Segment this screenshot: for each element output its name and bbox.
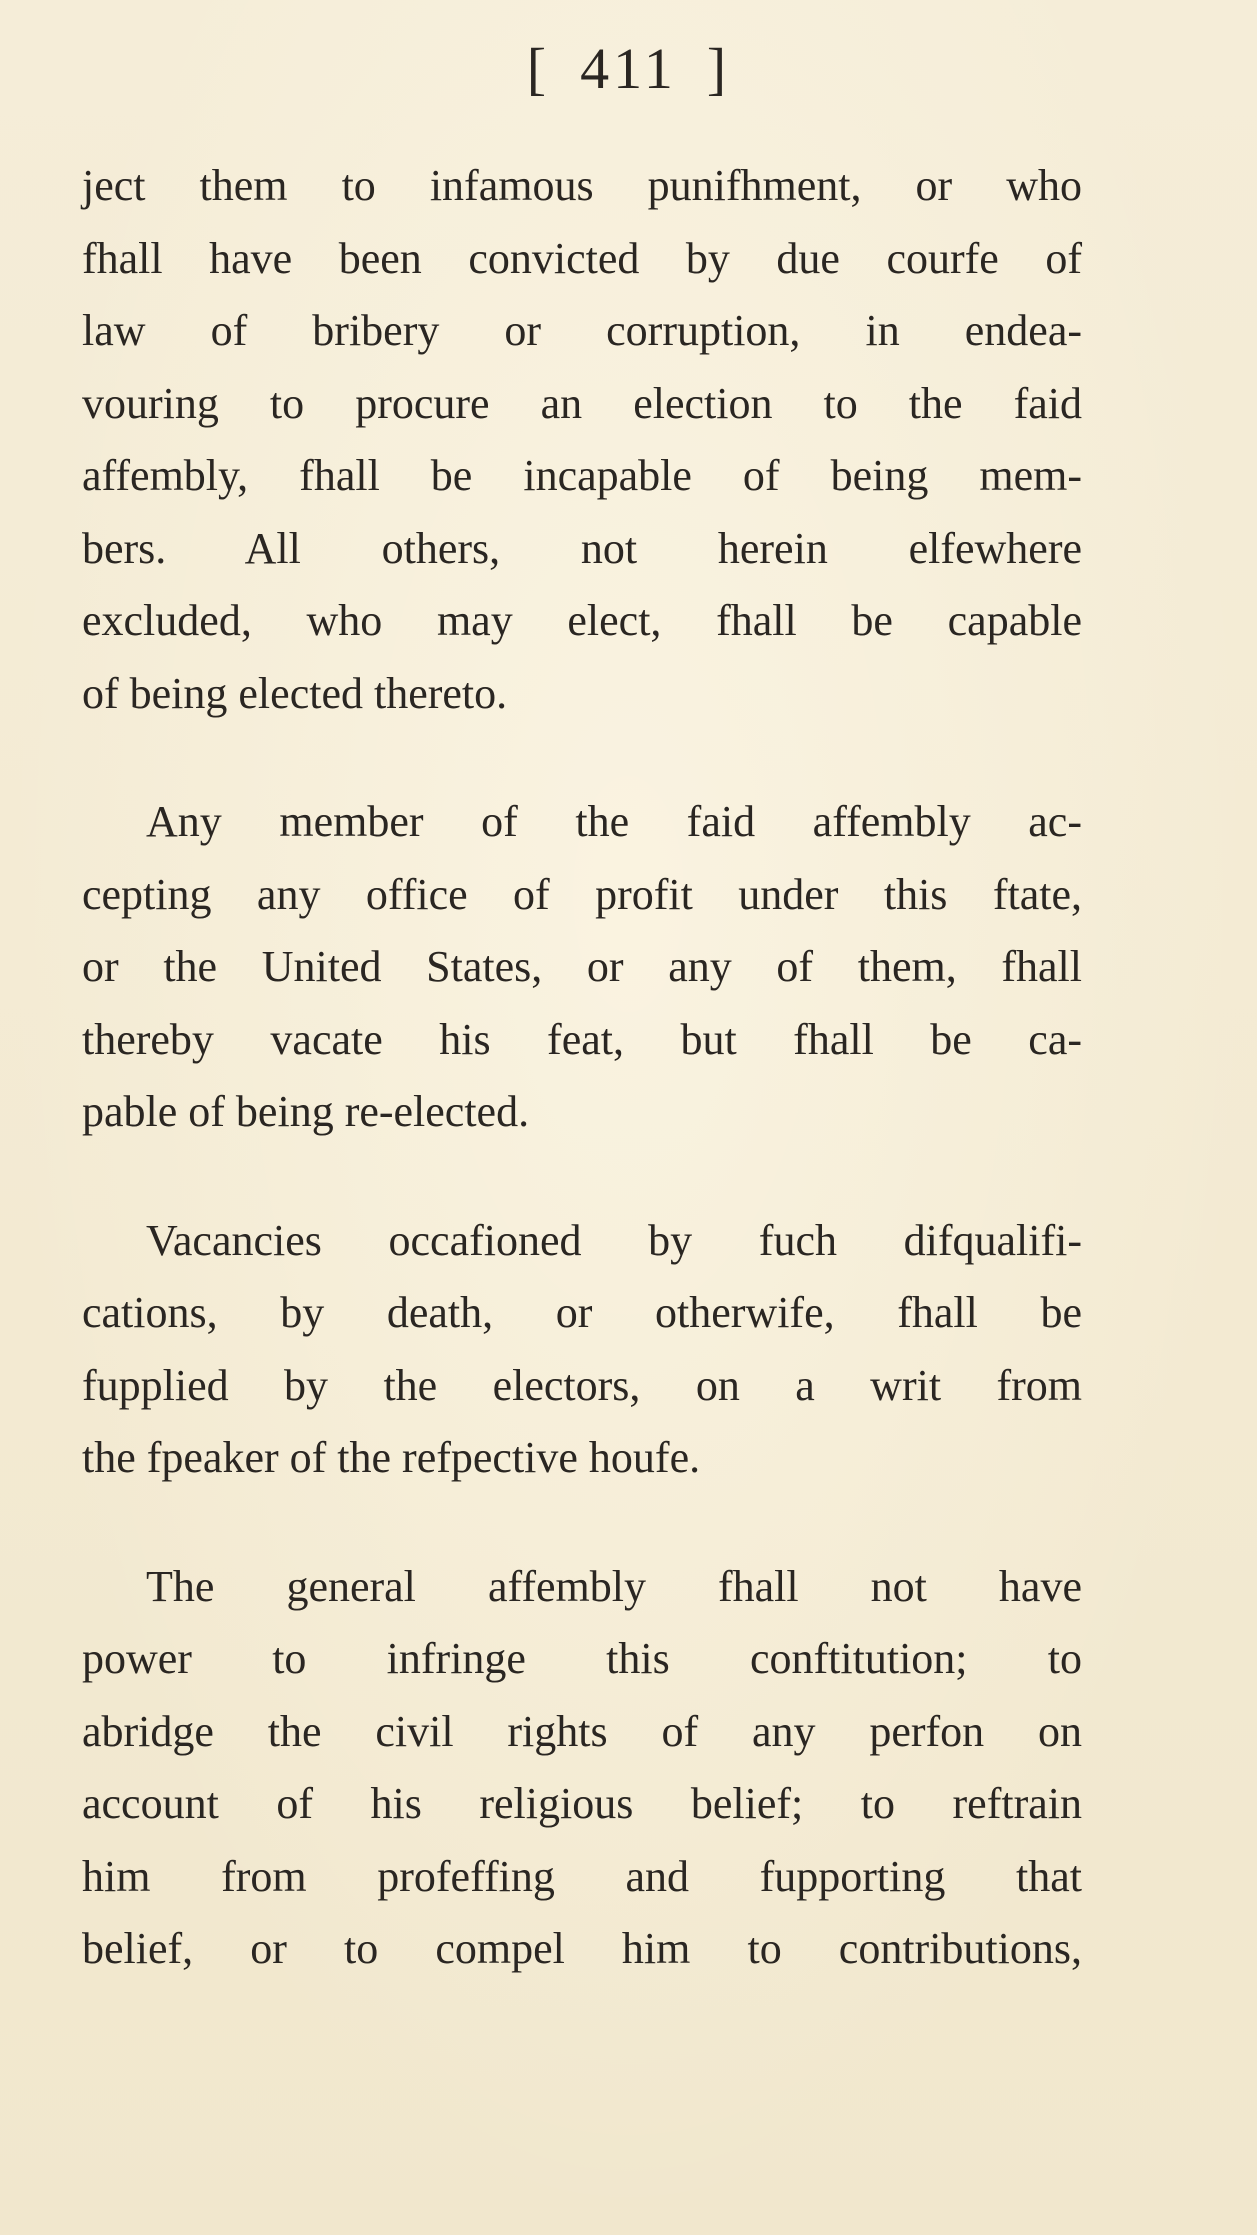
text-line: belief, or to compel him to contributions, [82,1924,1082,1973]
text-line: Vacancies occafioned by fuch difqualifi- [146,1215,1082,1265]
body-text [82,150,1082,1986]
text-line: fupplied by the electors, on a writ from [82,1360,1082,1410]
text-line: him from profeffing and fupporting that [82,1851,1082,1901]
text-line: thereby vacate his feat, but fhall be ca- [82,1014,1082,1064]
text-line: pable of being re-elected. [82,1087,530,1136]
text-line: the fpeaker of the refpective houfe. [82,1433,701,1482]
page-number: 411 [580,36,677,101]
text-line: abridge the civil rights of any perfon on [82,1706,1082,1756]
text-line: Any member of the faid affembly ac- [146,797,1082,846]
text-line: ject them to infamous punifhment, or who [82,161,1082,210]
text-line: The general affembly fhall not have [146,1561,1082,1611]
text-line: of being elected thereto. [82,668,508,718]
paragraph-4 [82,1551,1082,1986]
paragraph-1 [82,150,1082,730]
text-line: law of bribery or corruption, in endea- [82,306,1082,355]
text-line: bers. All others, not herein elfewhere [82,523,1082,573]
text-line: affembly, fhall be incapable of being mem- [82,451,1082,500]
text-line: account of his religious belief; to reftrain [82,1779,1082,1828]
text-line: or the United States, or any of them, fhall [82,942,1082,991]
text-line: excluded, who may elect, fhall be capable [82,596,1082,645]
paragraph-2 [82,786,1082,1149]
text-line: fhall have been convicted by due courfe of [82,233,1082,283]
page-header [0,34,1257,104]
bracket-right: ] [706,36,731,101]
text-line: vouring to procure an election to the faid [82,378,1082,428]
text-line: power to infringe this conftitution; to [82,1634,1082,1683]
paragraph-3 [82,1205,1082,1495]
text-line: cepting any office of profit under this ftate, [82,869,1082,919]
bracket-left: [ [526,36,551,101]
text-line: cations, by death, or otherwife, fhall be [82,1288,1082,1337]
